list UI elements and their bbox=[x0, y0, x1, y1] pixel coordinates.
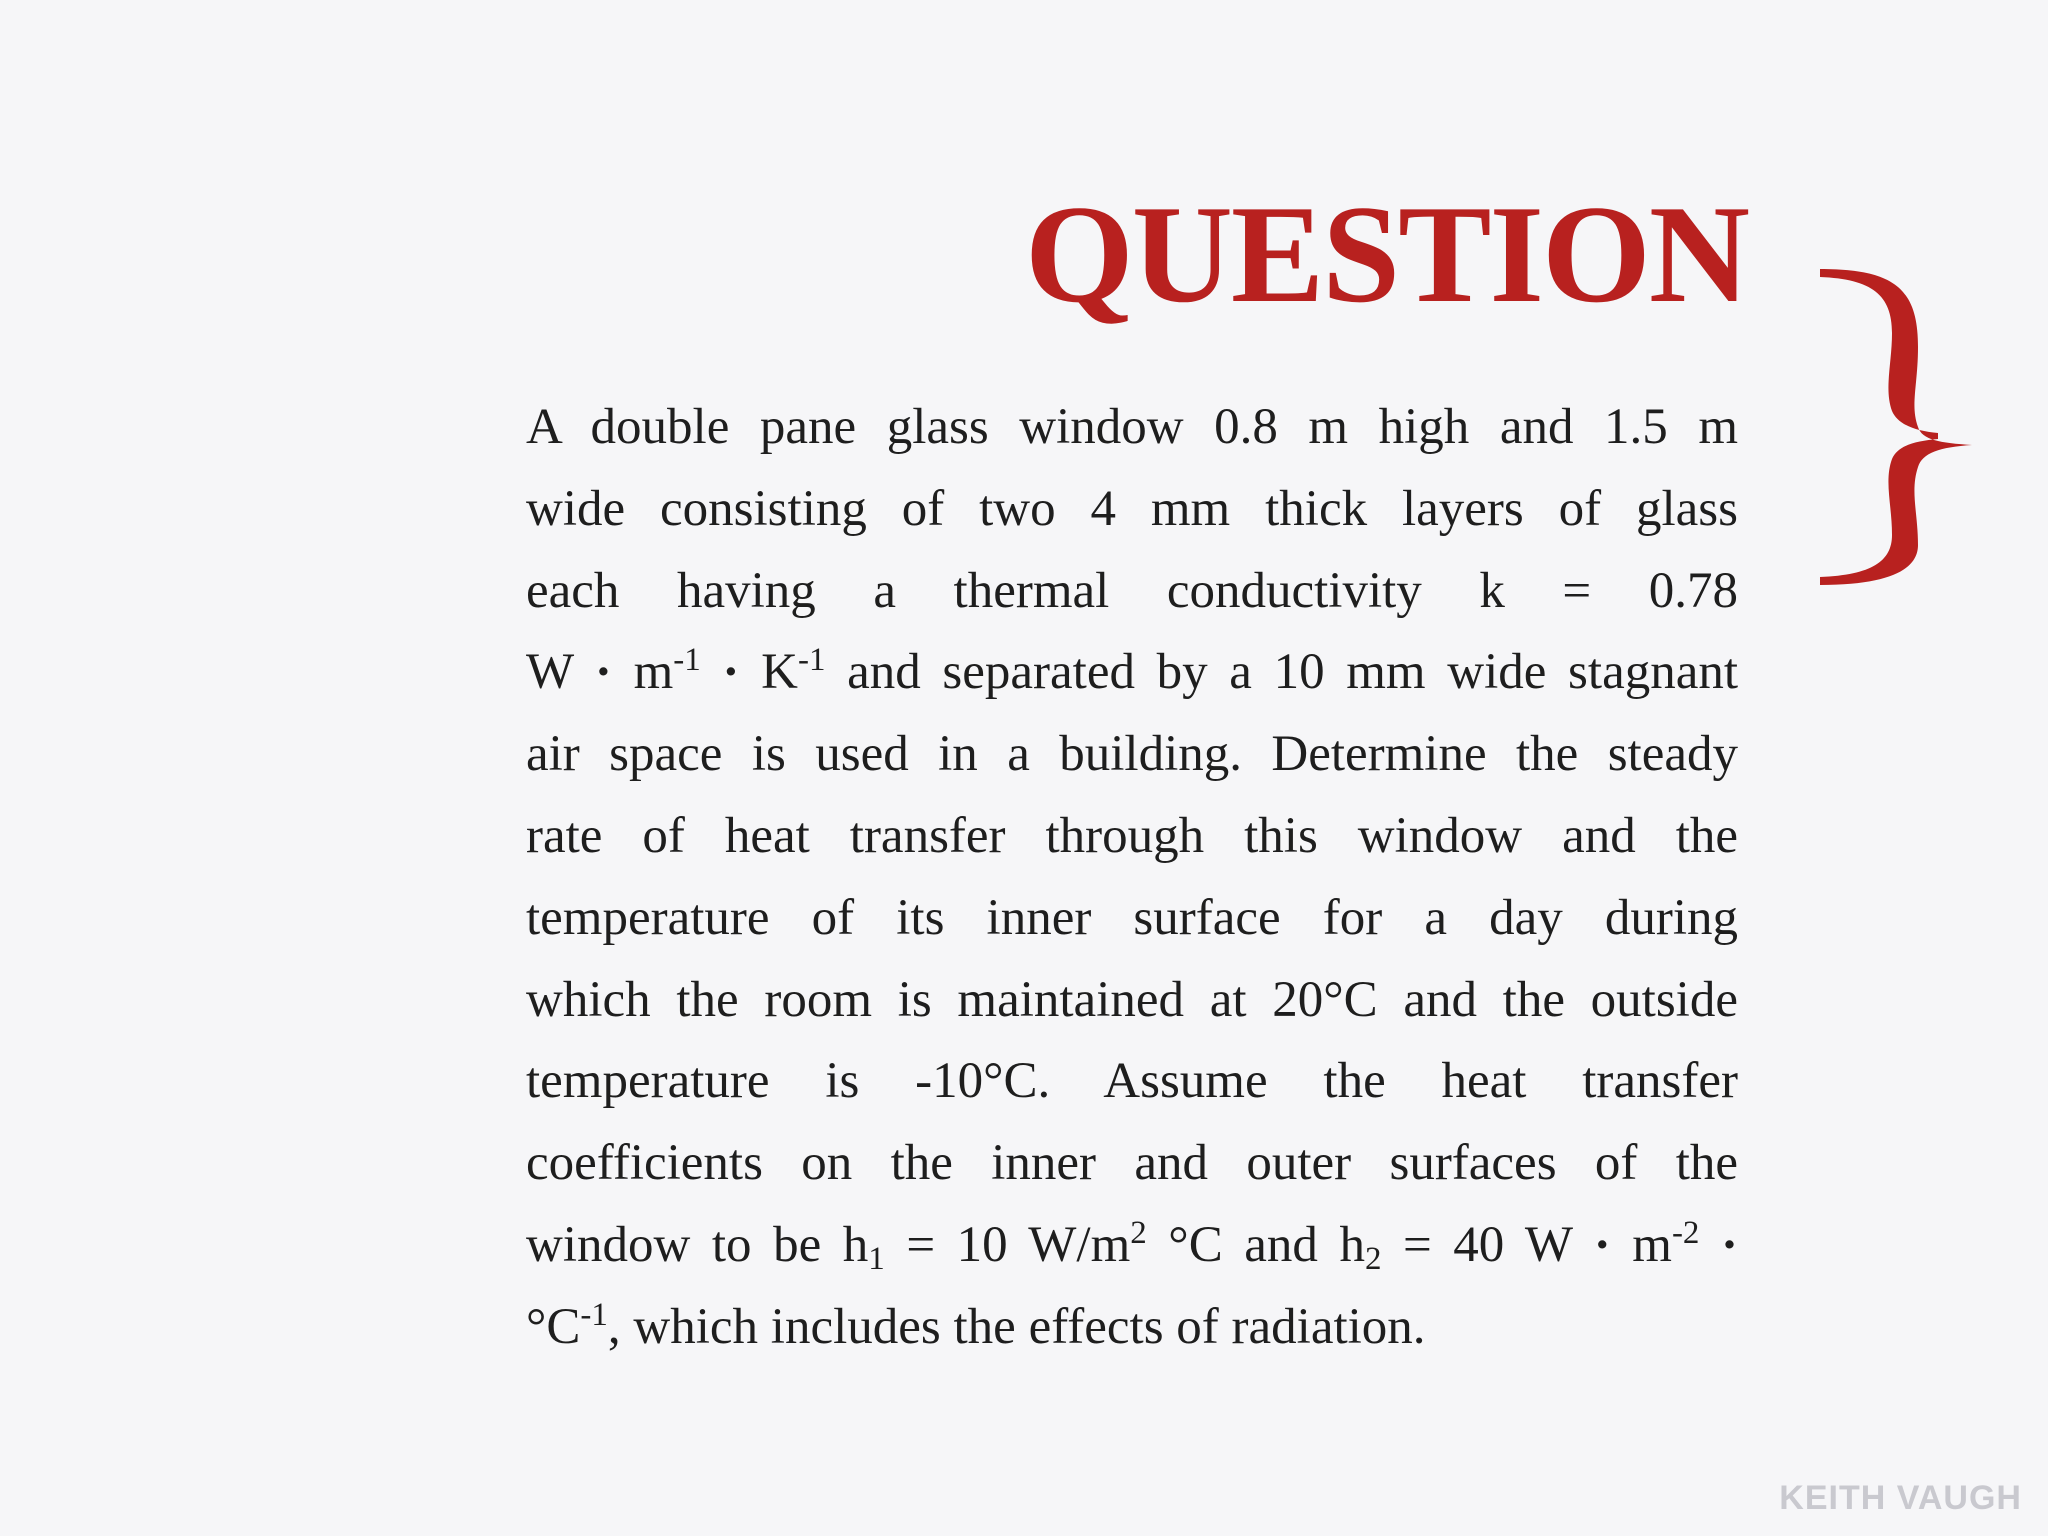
exponent: -1 bbox=[580, 1296, 608, 1333]
unit-w: W bbox=[526, 644, 574, 701]
author-credit: KEITH VAUGH bbox=[1779, 1479, 2022, 1517]
body-line-3: each having a thermal conductivity k = 0.78 bbox=[526, 562, 1738, 619]
text-segment: , which includes the effects of radiation. bbox=[607, 1298, 1426, 1355]
body-line-4-rest: and separated by a 10 mm wide stagnant bbox=[825, 644, 1739, 701]
question-body bbox=[526, 387, 1738, 1369]
unit-k: K bbox=[761, 644, 798, 701]
body-line-1: A double pane glass window 0.8 m high and 1.5 m bbox=[526, 399, 1738, 455]
exponent: -1 bbox=[797, 642, 826, 679]
body-line-8: which the room is maintained at 20°C and the outside bbox=[526, 971, 1738, 1028]
body-line-4 bbox=[526, 632, 1738, 714]
dot-operator: · bbox=[722, 644, 740, 701]
text-segment: = 40 W bbox=[1381, 1216, 1573, 1273]
text-segment: m bbox=[1632, 1216, 1672, 1273]
text-segment: window to be h bbox=[526, 1216, 869, 1273]
dot-operator: · bbox=[1720, 1216, 1738, 1273]
slide-title: QUESTION bbox=[1024, 177, 1748, 332]
body-line-7: temperature of its inner surface for a day during bbox=[526, 889, 1738, 946]
dot-operator: · bbox=[594, 644, 612, 701]
dot-operator: · bbox=[1593, 1216, 1611, 1273]
subscript: 2 bbox=[1364, 1240, 1382, 1277]
body-line-10: coefficients on the inner and outer surfaces of the bbox=[526, 1135, 1738, 1192]
text-segment: = 10 W/m bbox=[884, 1216, 1131, 1273]
body-line-2: wide consisting of two 4 mm thick layers of glass bbox=[526, 480, 1738, 537]
unit-m: m bbox=[633, 644, 674, 701]
body-line-11 bbox=[526, 1205, 1738, 1287]
text-segment: °C and h bbox=[1146, 1216, 1365, 1273]
subscript: 1 bbox=[868, 1240, 885, 1277]
body-line-9: temperature is -10°C. Assume the heat transfer bbox=[526, 1053, 1738, 1110]
exponent: 2 bbox=[1130, 1214, 1147, 1251]
exponent: -2 bbox=[1671, 1214, 1700, 1251]
exponent: -1 bbox=[673, 642, 701, 679]
body-line-6: rate of heat transfer through this window and the bbox=[526, 807, 1738, 864]
body-line-5: air space is used in a building. Determine the steady bbox=[526, 726, 1738, 783]
right-brace-icon bbox=[1800, 255, 1980, 595]
text-segment: °C bbox=[526, 1298, 581, 1355]
body-line-12 bbox=[526, 1287, 1738, 1369]
